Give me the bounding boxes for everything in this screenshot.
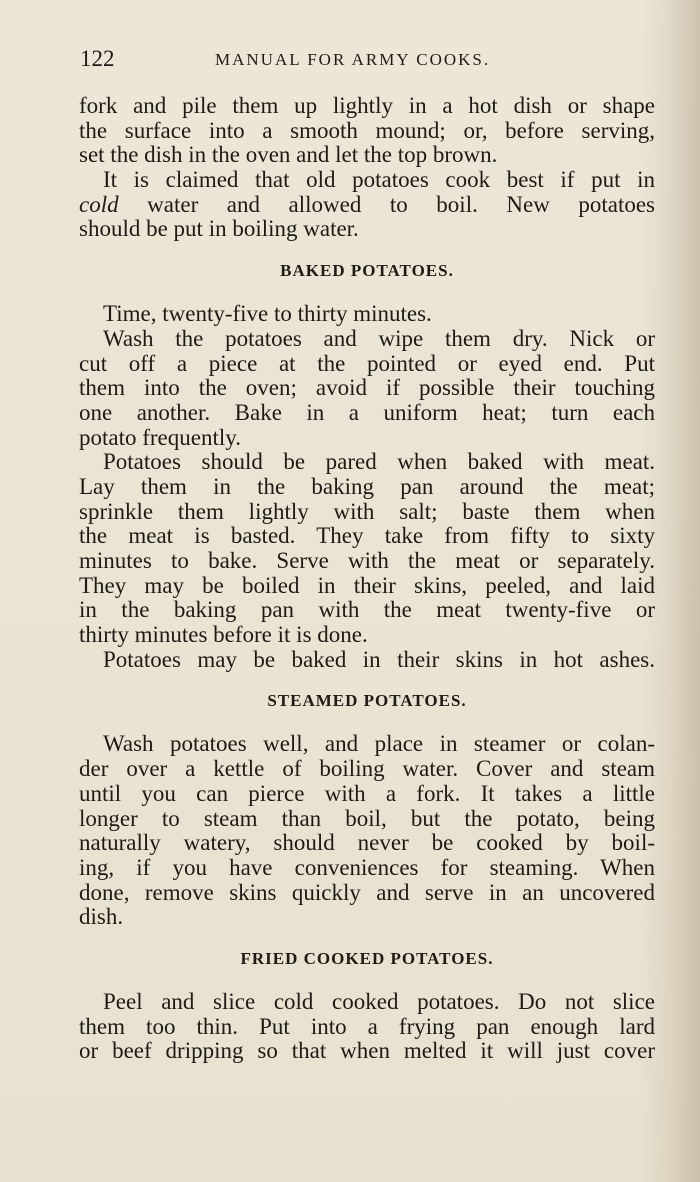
text-line: Wash the potatoes and wipe them dry. Nick or — [103, 325, 655, 351]
text-line: the meat is basted. They take from fifty to sixty — [79, 523, 655, 549]
text-line: Wash potatoes well, and place in steamer or colan- — [103, 731, 655, 757]
section-heading-fried: FRIED COOKED POTATOES. — [240, 948, 494, 968]
text-line: dish. — [79, 904, 124, 930]
text-line: cut off a piece at the pointed or eyed end. Put — [79, 350, 655, 376]
section-heading-steamed: STEAMED POTATOES. — [267, 691, 467, 711]
text-line: Time, twenty-five to thirty minutes. — [103, 301, 432, 327]
text-line: done, remove skins quickly and serve in an uncovered — [79, 879, 655, 905]
text-line: longer to steam than boil, but the potato, being — [79, 805, 655, 831]
text-line: until you can pierce with a fork. It takes a little — [79, 780, 655, 806]
text-line: Peel and slice cold cooked potatoes. Do not slice — [103, 988, 655, 1014]
text-line: the surface into a smooth mound; or, before serving, — [79, 117, 655, 143]
text-line: in the baking pan with the meat twenty-five or — [79, 597, 655, 623]
text-line: Potatoes should be pared when baked with meat. — [103, 449, 655, 475]
text-line: fork and pile them up lightly in a hot dish or shape — [79, 93, 655, 118]
section-heading-baked: BAKED POTATOES. — [280, 261, 454, 281]
text-line: They may be boiled in their skins, peeled, and laid — [79, 572, 655, 598]
text-line: It is claimed that old potatoes cook best if put in — [103, 167, 655, 193]
text-line: Lay them in the baking pan around the meat; — [79, 473, 655, 499]
text-line: naturally watery, should never be cooked by boil- — [79, 830, 655, 856]
running-head: MANUAL FOR ARMY COOKS. — [215, 50, 491, 69]
page-body — [79, 94, 655, 1064]
text-line: or beef dripping so that when melted it will just cover — [79, 1038, 655, 1064]
text-line: them into the oven; avoid if possible their touching — [79, 375, 655, 401]
text-line: them too thin. Put into a frying pan enough lard — [79, 1013, 655, 1039]
text-line: set the dish in the oven and let the top brown. — [79, 142, 498, 168]
page-number: 122 — [80, 46, 115, 71]
text-line: one another. Bake in a uniform heat; turn each — [79, 399, 655, 425]
text-line: should be put in boiling water. — [79, 216, 359, 242]
italic-word: cold — [79, 191, 119, 217]
page-header — [80, 46, 540, 76]
text-line — [79, 193, 655, 218]
text-line: thirty minutes before it is done. — [79, 622, 368, 648]
text-line: potato frequently. — [79, 424, 242, 450]
text-span: water and allowed to boil. New potatoes — [118, 191, 655, 217]
text-line: sprinkle them lightly with salt; baste them when — [79, 498, 655, 524]
text-line: Potatoes may be baked in their skins in hot ashes. — [103, 646, 655, 672]
text-line: minutes to bake. Serve with the meat or separately. — [79, 548, 655, 573]
text-line: der over a kettle of boiling water. Cover and steam — [79, 756, 655, 782]
text-line: ing, if you have conveniences for steaming. When — [79, 854, 655, 880]
